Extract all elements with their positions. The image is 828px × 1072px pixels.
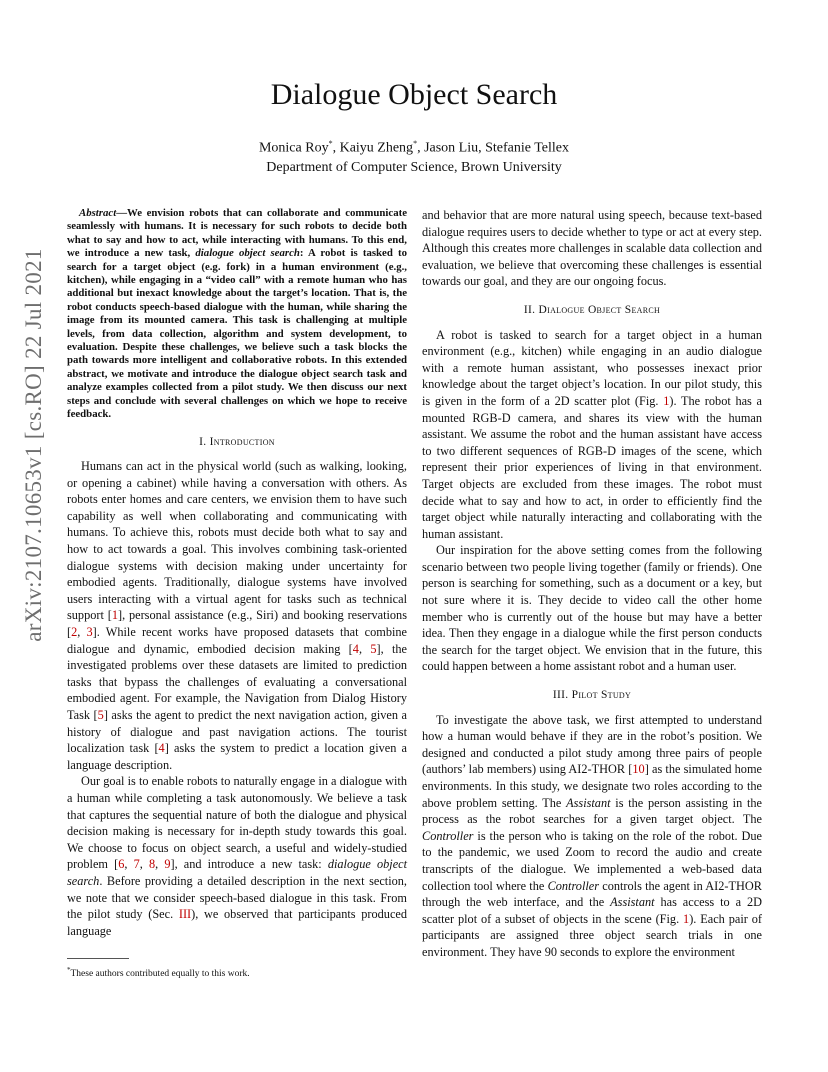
figure-link[interactable]: 1 [683,911,690,926]
intro-paragraph-1: Humans can act in the physical world (such as walking, looking, or opening a cabinet) while having a conversation with others. As robots enter homes and care centers, we envision them to have such capability as well when collaborating and communicating with humans. To achieve this, robots must decide both what to say and how to act towards a goal. This involves combining task-oriented dialogue systems with decision making under uncertainty for embodied agents. Traditionally, dialogue systems have involved users interacting with a virtual agent for tasks such as technical support [1], personal assistance (e.g., Siri) and booking reservations [2, 3]. While recent works have proposed datasets that combine dialogue and dynamic, embodied decision making [4, 5], the investigated problems over these datasets are limited to prediction tasks that bypass the challenges of evaluating a conversational embodied agent. For example, the Navigation from Dialog History Task [5] asks the agent to predict the next navigation action, given a history of dialogue and past navigation actions. The tourist localization task [4] asks the system to predict a location given a language description. [67,459,407,772]
section-heading-introduction: I. Introduction [199,435,275,448]
left-column [67,207,407,939]
right-column [422,207,762,961]
figure-link[interactable]: 1 [663,393,670,408]
arxiv-identifier: arXiv:2107.10653v1 [cs.RO] 22 Jul 2021 [21,248,46,642]
citation-link[interactable]: 4 [158,741,165,756]
citation-link[interactable]: 3 [86,625,93,640]
citation-link[interactable]: 10 [632,762,645,777]
section-heading-pilot-study: III. Pilot Study [552,689,632,702]
intro-paragraph-2: Our goal is to enable robots to naturally engage in a dialogue with a human while completing a task autonomously. We believe a task that captures the sequential nature of both the dialogue and physical decision making is necessary for in-depth study towards this goal. We choose to focus on object search, a useful and widely-studied problem [6, 7, 8, 9], and introduce a new task: dialogue object search. Before providing a detailed description in the next section, we note that we consider speech-based dialogue in this task. From the pilot study (Sec. III), we observed that participants produced language [67,774,408,938]
intro-continuation: and behavior that are more natural using speech, because text-based dialogue requires users to decide whether to type or act at every step. Although this creates more challenges in scalable data collection and evaluation, we believe that overcoming these challenges is essential towards our goal, and they are our ongoing focus. [422,208,762,289]
task-paragraph-1: A robot is tasked to search for a target object in a human environment (e.g., kitchen) while engaging in an audio dialogue with a remote human assistant, who possesses inexact prior knowledge about the target object’s location. In our pilot study, this is given in the form of a 2D scatter plot (Fig. 1). The robot has a mounted RGB-D camera, and shares its view with the human assistant. We assume the robot and the human assistant have access to two different sequences of RGB-D images of the scene, which represent their prior experiences of living in that environment. Target objects are excluded from these images. The robot must decide what to say and how to act, in order to efficiently find the target object while naturally interacting and collaborating with the human assistant. [422,327,762,541]
arxiv-sidebar [14,100,54,790]
footnote: *These authors contributed equally to this work. [67,966,250,980]
citation-link[interactable]: 4 [352,641,359,656]
citation-link[interactable]: 9 [164,857,171,872]
author-names: Monica Roy*, Kaiyu Zheng*, Jason Liu, Stefanie Tellex [258,139,570,156]
author-block [0,134,828,177]
citation-link[interactable]: 7 [133,857,140,872]
citation-link[interactable]: 8 [148,857,156,872]
affiliation: Department of Computer Science, Brown University [266,159,562,175]
section-heading-dialogue-object-search: II. Dialogue Object Search [523,303,661,316]
pilot-paragraph-1: To investigate the above task, we first attempted to understand how a human would behave if they are in the robot’s position. We designed and conducted a pilot study among three pairs of people (authors’ lab members) using AI2-THOR [10] as the simulated home environments. In this study, we designate two roles according to the above problem setting. The Assistant is the person assisting in the process as the robot searches for a given target object. The Controller is the person who is taking on the role of the robot. Due to the pandemic, we used Zoom to record the audio and create transcripts of the dialogue. We implemented a web-based data collection tool where the Controller controls the agent in AI2-THOR through the web interface, and the Assistant has access to a 2D scatter plot of a subset of objects in the scene (Fig. 1). Each pair of participants are assigned three object search trials in one environment. They have 90 seconds to explore the environment [422,712,762,959]
abstract: Abstract—We envision robots that can collaborate and communicate seamlessly with humans. It is necessary for such robots to decide both what to say and how to act, while interacting with humans. To this end, we introduce a new task, dialogue object search: A robot is tasked to search for a target object (e.g. fork) in a human environment (e.g., kitchen), while engaging in a “video call” with a remote human who has additional but inexact knowledge about the target’s location. That is, the robot conducts speech-based dialogue with the human, while sharing the image from its mounted camera. This task is challenging at multiple levels, from data collection, algorithm and system development, to evaluation. Despite these challenges, we believe such a task blocks the path towards more intelligent and collaborative robots. In this extended abstract, we motivate and introduce the dialogue object search task and analyze examples collected from a pilot study. We then discuss our next steps and conclude with several challenges on which we hope to receive feedback. [67,207,407,421]
citation-link[interactable]: 2 [71,625,78,640]
paper-title: Dialogue Object Search [270,78,558,111]
task-paragraph-2: Our inspiration for the above setting comes from the following scenario between two people living together (family or friends). One person is searching for something, such as a document or a key, but not sure where it is. They decide to video call the other home member who is currently out of the house but may have a better idea. Then they engage in a dialogue while the first person conducts the search for the target object. We envision that in the future, this could happen between a home assistant robot and a human user. [422,543,762,674]
citation-link[interactable]: 6 [118,857,125,872]
footnote-rule [67,958,129,959]
section-link[interactable]: III [178,907,192,922]
citation-link[interactable]: 5 [97,708,104,722]
citation-link[interactable]: 1 [111,608,118,623]
citation-link[interactable]: 5 [370,641,377,656]
